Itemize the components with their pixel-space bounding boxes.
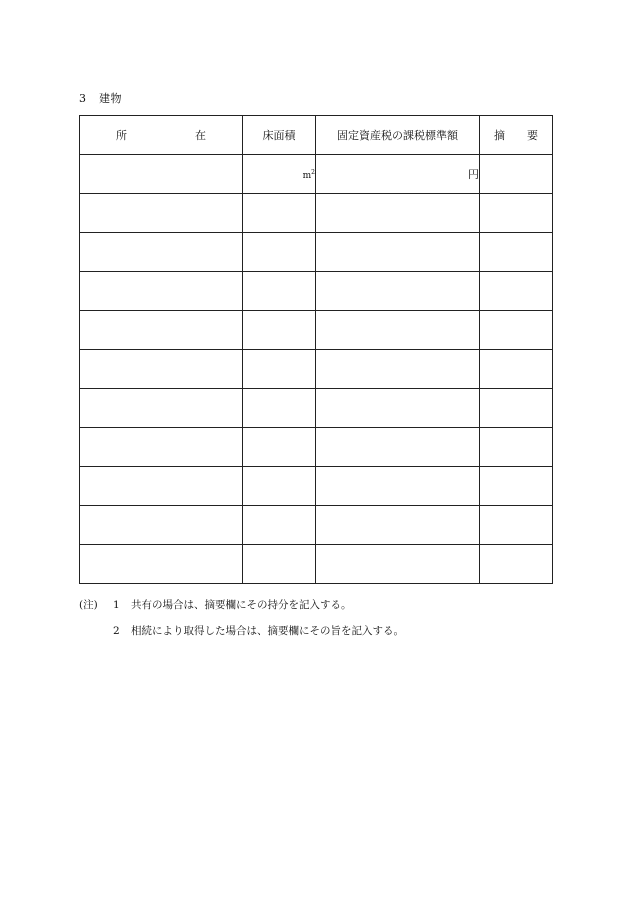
summary-cell[interactable] xyxy=(480,155,553,194)
tax-base-cell[interactable] xyxy=(316,350,480,389)
location-cell[interactable] xyxy=(80,194,243,233)
summary-cell[interactable] xyxy=(480,233,553,272)
header-location xyxy=(80,116,243,155)
note-text: 共有の場合は、摘要欄にその持分を記入する。 xyxy=(131,599,352,611)
table-row xyxy=(80,545,553,584)
summary-cell[interactable] xyxy=(480,467,553,506)
location-cell[interactable] xyxy=(80,233,243,272)
summary-cell[interactable] xyxy=(480,350,553,389)
header-summary xyxy=(480,116,553,155)
tax-base-cell[interactable] xyxy=(316,194,480,233)
tax-base-cell[interactable] xyxy=(316,467,480,506)
section-title: 建物 xyxy=(99,92,122,105)
floor-area-cell[interactable] xyxy=(243,311,316,350)
location-cell[interactable] xyxy=(80,545,243,584)
floor-area-cell[interactable] xyxy=(243,467,316,506)
tax-base-unit: 円 xyxy=(468,168,479,181)
header-location-part2: 在 xyxy=(195,129,206,142)
floor-area-cell[interactable] xyxy=(243,389,316,428)
notes-label: (注) xyxy=(79,599,98,611)
floor-area-cell[interactable] xyxy=(243,155,316,194)
header-tax-base: 固定資産税の課税標準額 xyxy=(316,116,480,155)
summary-cell[interactable] xyxy=(480,428,553,467)
header-floor-area: 床面積 xyxy=(243,116,316,155)
location-cell[interactable] xyxy=(80,428,243,467)
tax-base-cell[interactable] xyxy=(316,389,480,428)
notes xyxy=(79,592,404,644)
table-row xyxy=(80,155,553,194)
summary-cell[interactable] xyxy=(480,389,553,428)
table-row xyxy=(80,194,553,233)
note-number: 1 xyxy=(113,599,120,611)
location-cell[interactable] xyxy=(80,311,243,350)
buildings-table xyxy=(79,115,553,584)
table-row xyxy=(80,389,553,428)
note-item-2 xyxy=(79,618,404,644)
header-summary-part2: 要 xyxy=(527,129,538,142)
table-row xyxy=(80,233,553,272)
table-row xyxy=(80,467,553,506)
section-heading xyxy=(79,90,122,106)
tax-base-cell[interactable] xyxy=(316,545,480,584)
floor-area-cell[interactable] xyxy=(243,233,316,272)
note-text: 相続により取得した場合は、摘要欄にその旨を記入する。 xyxy=(131,625,404,637)
tax-base-cell[interactable] xyxy=(316,311,480,350)
summary-cell[interactable] xyxy=(480,545,553,584)
tax-base-cell[interactable] xyxy=(316,272,480,311)
header-summary-part1: 摘 xyxy=(494,129,505,142)
summary-cell[interactable] xyxy=(480,194,553,233)
table-row xyxy=(80,272,553,311)
floor-area-cell[interactable] xyxy=(243,545,316,584)
floor-area-unit-exponent: 2 xyxy=(311,168,315,176)
floor-area-cell[interactable] xyxy=(243,194,316,233)
summary-cell[interactable] xyxy=(480,506,553,545)
header-row xyxy=(80,116,553,155)
floor-area-cell[interactable] xyxy=(243,272,316,311)
header-location-part1: 所 xyxy=(116,129,127,142)
note-number: 2 xyxy=(113,625,120,637)
table-row xyxy=(80,350,553,389)
location-cell[interactable] xyxy=(80,389,243,428)
location-cell[interactable] xyxy=(80,506,243,545)
location-cell[interactable] xyxy=(80,350,243,389)
tax-base-cell[interactable] xyxy=(316,155,480,194)
floor-area-cell[interactable] xyxy=(243,506,316,545)
table-row xyxy=(80,311,553,350)
tax-base-cell[interactable] xyxy=(316,506,480,545)
section-number: 3 xyxy=(79,92,87,105)
floor-area-unit-base: m xyxy=(302,170,312,181)
summary-cell[interactable] xyxy=(480,272,553,311)
summary-cell[interactable] xyxy=(480,311,553,350)
tax-base-cell[interactable] xyxy=(316,428,480,467)
floor-area-cell[interactable] xyxy=(243,350,316,389)
table-row xyxy=(80,506,553,545)
floor-area-cell[interactable] xyxy=(243,428,316,467)
table-row xyxy=(80,428,553,467)
tax-base-cell[interactable] xyxy=(316,233,480,272)
note-item-1 xyxy=(79,592,404,618)
location-cell[interactable] xyxy=(80,467,243,506)
floor-area-unit xyxy=(302,168,315,181)
location-cell[interactable] xyxy=(80,272,243,311)
location-cell[interactable] xyxy=(80,155,243,194)
